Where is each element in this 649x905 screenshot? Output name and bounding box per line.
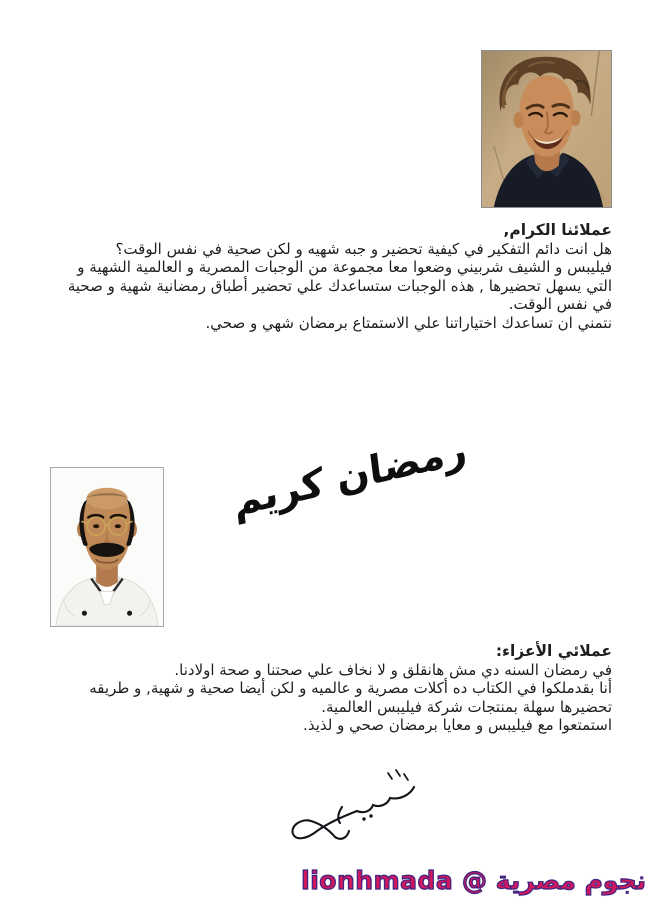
greeting-bottom-heading: عملائي الأعزاء: [495, 642, 612, 660]
signature-scribble [276, 763, 428, 849]
greeting-top-heading: عملائنا الكرام, [503, 221, 612, 239]
chef-photo [50, 467, 164, 627]
greeting-top-line-2: فيليبس و الشيف شربيني وضعوا معا مجموعة من الوجبات المصرية و العالمية الشهية و [77, 258, 612, 277]
celebrity-portrait-illustration [482, 51, 611, 207]
greeting-top-line-5: نتمني ان تساعدك اختياراتنا علي الاستمتاع برمضان شهي و صحي. [205, 313, 612, 332]
celebrity-photo [481, 50, 612, 208]
greeting-top-line-4: في نفس الوقت. [508, 295, 612, 314]
greeting-bottom-line-2: أنا بقدملكوا في الكتاب ده أكلات مصرية و عالميه و لكن أيضا صحية و شهية, و طريقه [89, 679, 612, 698]
chef-signature [276, 763, 428, 849]
greeting-bottom-line-1: في رمضان السنه دي مش هانقلق و لا نخاف علي صحتنا و صحة اولادنا. [174, 660, 612, 679]
greeting-bottom-section [20, 642, 612, 735]
greeting-top-line-3: التي يسهل تحضيرها , هذه الوجبات ستساعدك علي تحضير أطباق رمضانية شهية و صحية [67, 276, 612, 295]
greeting-bottom-line-4: استمتعوا مع فيليبس و معايا برمضان صحي و لذيذ. [303, 716, 612, 735]
greeting-bottom-line-3: تحضيرها سهلة بمنتجات شركة فيليبس العالمية. [321, 697, 612, 716]
ramadan-kareem-calligraphy: رمضان كريم [230, 426, 470, 526]
greeting-top-section [20, 221, 612, 333]
chef-portrait-illustration [51, 468, 163, 626]
greeting-top-line-1: هل انت دائم التفكير في كيفية تحضير و جبه شهيه و لكن صحية في نفس الوقت؟ [115, 239, 612, 258]
watermark-text: نجوم مصرية @ lionhmada [301, 866, 646, 895]
